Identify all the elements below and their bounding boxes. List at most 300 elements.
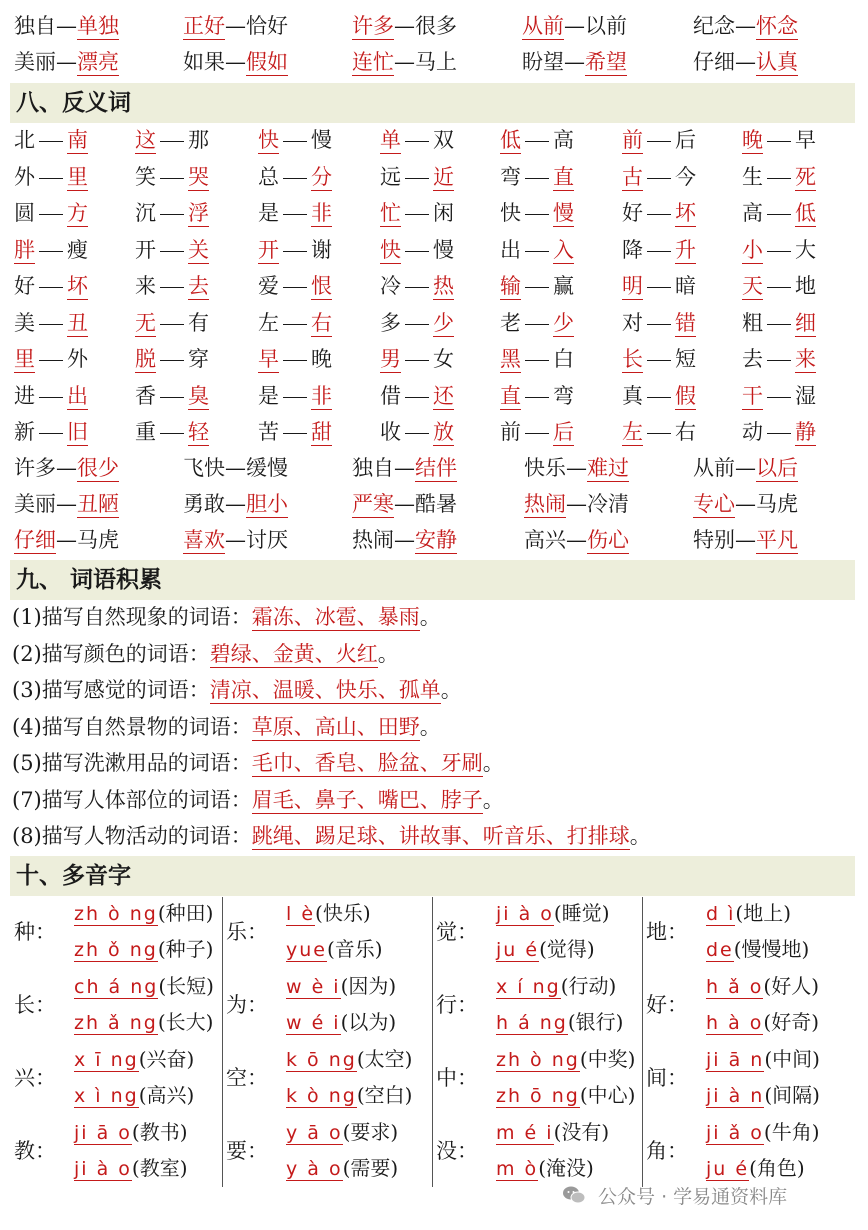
word-antonym-pair [14, 522, 119, 559]
pinyin: ji ā n [706, 1049, 765, 1071]
antonym-pair [380, 305, 454, 342]
char-a: 是 [258, 201, 279, 225]
char-b: 少 [553, 310, 574, 335]
antonym-pair [135, 305, 209, 342]
char-b: 甜 [311, 420, 332, 444]
pair-dash [525, 397, 549, 398]
section-9-heading [10, 560, 855, 600]
example-word: (慢慢地) [733, 937, 810, 961]
char-b: 地 [795, 274, 816, 298]
pair-dash: — [564, 50, 585, 74]
word-b: 马虎 [756, 492, 798, 516]
antonym-pair [135, 232, 209, 269]
pair-dash [647, 360, 671, 361]
pair-dash [160, 141, 184, 142]
synonym-pair [522, 44, 627, 80]
polyphone-reading [706, 895, 791, 931]
example-word: (睡觉) [553, 901, 610, 925]
example-word: (音乐) [326, 937, 383, 961]
pair-dash [283, 141, 307, 142]
accumulation-prompt: (7)描写人体部位的词语： [12, 787, 252, 812]
char-b: 南 [67, 128, 88, 152]
pinyin: y à o [286, 1158, 343, 1180]
pair-dash [160, 287, 184, 288]
accumulation-answer: 碧绿、金黄、火红 [209, 641, 378, 666]
pinyin: x í ng [496, 976, 561, 998]
word-b: 伤心 [587, 528, 629, 552]
char-a: 出 [500, 237, 521, 262]
antonym-pair [380, 232, 454, 269]
column-divider [432, 897, 433, 1187]
antonym-pair [14, 195, 88, 232]
char-a: 开 [258, 237, 279, 262]
char-a: 高 [742, 201, 763, 225]
antonym-row [0, 122, 868, 159]
accumulation-end: 。 [377, 641, 399, 666]
pair-dash [525, 287, 549, 288]
word-antonym-pair [693, 450, 798, 487]
antonym-pair [14, 378, 88, 415]
pair-dash [525, 360, 549, 361]
char-b: 非 [311, 383, 332, 408]
char-a: 借 [380, 383, 401, 408]
word-a: 喜欢 [183, 528, 225, 552]
antonym-pair [14, 414, 88, 451]
word-b: 酷暑 [415, 492, 457, 516]
char-a: 动 [742, 420, 763, 444]
watermark [562, 1182, 787, 1210]
char-a: 远 [380, 164, 401, 189]
polyphone-char: 乐： [226, 920, 268, 944]
pair-dash [767, 324, 791, 325]
example-word: (没有) [553, 1120, 610, 1144]
word-a: 许多 [352, 14, 394, 38]
pair-dash [39, 433, 63, 434]
char-b: 少 [433, 310, 454, 335]
char-b: 来 [795, 347, 816, 371]
synonym-pair [352, 44, 457, 80]
example-word: (快乐) [315, 901, 371, 925]
polyphone-char: 行： [436, 993, 478, 1017]
char-b: 慢 [433, 237, 454, 262]
pair-dash: — [225, 456, 246, 480]
pair-dash: — [56, 14, 77, 38]
accumulation-prompt: (1)描写自然现象的词语： [12, 605, 252, 629]
pinyin: x ī ng [74, 1049, 139, 1071]
pair-dash [525, 324, 549, 325]
pinyin: ji ā o [74, 1122, 132, 1144]
char-a: 收 [380, 420, 401, 444]
accumulation-line [12, 818, 651, 855]
pair-dash [525, 251, 549, 252]
pair-dash [160, 251, 184, 252]
antonym-pair [135, 159, 209, 196]
char-b: 白 [553, 347, 574, 371]
char-a: 脱 [135, 347, 156, 371]
word-a: 美丽 [14, 50, 56, 74]
pinyin: w é i [286, 1012, 341, 1034]
word-antonym-pair [693, 486, 798, 523]
pair-dash [767, 214, 791, 215]
pair-dash [767, 251, 791, 252]
word-b: 以前 [585, 14, 627, 38]
char-a: 生 [742, 164, 763, 189]
pair-dash [39, 287, 63, 288]
char-a: 沉 [135, 201, 156, 225]
polyphone-reading [706, 968, 819, 1004]
antonym-pair [500, 268, 574, 305]
pinyin: h ǎ o [706, 976, 764, 998]
accumulation-end: 。 [482, 751, 504, 775]
word-antonym-pair [352, 486, 457, 523]
pair-dash [160, 360, 184, 361]
word-antonym-pair [183, 486, 288, 523]
pair-dash [160, 214, 184, 215]
word-a: 许多 [14, 456, 56, 480]
pair-dash [767, 433, 791, 434]
pair-dash [283, 178, 307, 179]
pair-dash [525, 141, 549, 142]
word-a: 从前 [522, 14, 564, 38]
pair-dash: — [394, 456, 415, 480]
antonym-pair [135, 122, 209, 159]
word-a: 从前 [693, 456, 735, 480]
pair-dash [767, 178, 791, 179]
char-a: 左 [258, 310, 279, 335]
char-a: 长 [622, 347, 643, 371]
polyphone-char: 中： [436, 1066, 478, 1090]
pinyin: k ò ng [286, 1085, 357, 1107]
polyphone-reading [496, 895, 610, 931]
char-a: 胖 [14, 237, 35, 262]
accumulation-prompt: (2)描写颜色的词语： [12, 641, 210, 666]
polyphone-char: 要： [226, 1139, 268, 1163]
antonym-pair [135, 378, 209, 415]
antonym-row [0, 414, 868, 451]
pair-dash [525, 433, 549, 434]
antonym-row [0, 268, 868, 305]
wechat-icon [562, 1185, 586, 1210]
polyphone-column [432, 895, 642, 1190]
antonym-pair [742, 378, 816, 415]
antonym-row [0, 341, 868, 378]
pair-dash: — [56, 50, 77, 74]
word-a: 如果 [183, 50, 225, 74]
example-word: (角色) [749, 1156, 805, 1180]
example-word: (兴奋) [138, 1047, 195, 1071]
word-b: 难过 [587, 456, 629, 480]
word-b: 安静 [415, 528, 457, 552]
word-a: 飞快 [183, 456, 225, 480]
polyphone-reading [286, 931, 383, 967]
word-antonym-pair [14, 486, 119, 523]
word-a: 严寒 [352, 492, 394, 516]
antonym-pair [622, 232, 696, 269]
pair-dash [160, 324, 184, 325]
pair-dash: — [566, 528, 587, 552]
word-b: 很少 [77, 456, 119, 480]
word-b: 很多 [415, 14, 457, 38]
word-a: 美丽 [14, 492, 56, 516]
char-b: 出 [67, 383, 88, 408]
pair-dash [160, 433, 184, 434]
pair-dash [647, 324, 671, 325]
pinyin: zh ò ng [496, 1049, 580, 1071]
pinyin: m é i [496, 1122, 554, 1144]
char-b: 有 [188, 310, 209, 335]
example-word: (太空) [356, 1047, 413, 1071]
antonym-pair [14, 341, 88, 378]
char-a: 这 [135, 128, 156, 152]
char-a: 笑 [135, 164, 156, 189]
word-a: 热闹 [524, 492, 566, 516]
word-antonym-pair [14, 450, 119, 487]
antonym-pair [622, 268, 696, 305]
antonym-pair [380, 122, 454, 159]
section-10-title: 十、多音字 [16, 863, 131, 889]
antonym-pair [622, 378, 696, 415]
char-a: 黑 [500, 347, 521, 371]
section-10-heading [10, 856, 855, 896]
pair-dash [39, 178, 63, 179]
example-word: (好奇) [763, 1010, 819, 1034]
word-a: 特别 [693, 528, 735, 552]
char-a: 老 [500, 310, 521, 335]
char-b: 方 [67, 201, 88, 225]
accumulation-prompt: (4)描写自然景物的词语： [12, 714, 252, 739]
word-a: 盼望 [522, 50, 564, 74]
pair-dash: — [564, 14, 585, 38]
char-a: 小 [742, 237, 763, 262]
pair-dash: — [394, 14, 415, 38]
char-b: 坏 [675, 201, 696, 225]
char-b: 弯 [553, 383, 574, 408]
char-b: 臭 [188, 383, 209, 408]
char-b: 旧 [67, 420, 88, 444]
pair-dash: — [225, 492, 246, 516]
char-a: 快 [380, 237, 401, 262]
antonym-pair [742, 305, 816, 342]
pinyin: ji à o [74, 1158, 132, 1180]
polyphone-reading [286, 1077, 412, 1113]
word-b: 平凡 [756, 528, 798, 552]
antonym-pair [500, 378, 574, 415]
char-b: 低 [795, 201, 816, 225]
word-b: 单独 [77, 14, 119, 38]
char-b: 静 [795, 420, 816, 444]
pair-dash [405, 214, 429, 215]
polyphone-char: 角： [646, 1139, 688, 1163]
example-word: (需要) [342, 1156, 399, 1180]
char-b: 直 [553, 164, 574, 189]
char-b: 错 [675, 310, 696, 335]
synonym-pair [14, 44, 119, 80]
char-b: 闲 [433, 201, 454, 225]
char-b: 谢 [311, 237, 332, 262]
synonym-row [0, 44, 868, 80]
pinyin: de [706, 939, 734, 961]
synonym-pair [522, 8, 627, 44]
pinyin: h á ng [496, 1012, 568, 1034]
word-b: 以后 [756, 456, 798, 480]
pinyin: zh ò ng [74, 903, 158, 925]
pair-dash: — [56, 456, 77, 480]
synonym-pair [183, 44, 288, 80]
accumulation-line [12, 672, 462, 709]
word-b: 漂亮 [77, 50, 119, 74]
pair-dash [405, 433, 429, 434]
accumulation-line [12, 782, 504, 819]
char-b: 后 [675, 128, 696, 152]
polyphone-reading [706, 1041, 820, 1077]
char-b: 湿 [795, 383, 816, 408]
antonym-pair [622, 305, 696, 342]
accumulation-end: 。 [482, 787, 504, 812]
word-a: 高兴 [524, 528, 566, 552]
antonym-pair [14, 305, 88, 342]
accumulation-prompt: (5)描写洗漱用品的词语： [12, 751, 252, 775]
polyphone-reading [74, 895, 213, 931]
accumulation-line [12, 636, 399, 673]
antonym-pair [742, 232, 816, 269]
antonym-pair [742, 159, 816, 196]
accumulation-end: 。 [419, 605, 441, 629]
pair-dash [283, 214, 307, 215]
char-b: 入 [553, 237, 574, 262]
antonym-pair [742, 122, 816, 159]
example-word: (长短) [158, 974, 214, 998]
example-word: (地上) [735, 901, 791, 925]
char-a: 单 [380, 128, 401, 152]
example-word: (好人) [763, 974, 819, 998]
char-b: 去 [188, 274, 209, 298]
pinyin: h à o [706, 1012, 764, 1034]
accumulation-answer: 眉毛、鼻子、嘴巴、脖子 [251, 787, 483, 812]
pair-dash: — [735, 14, 756, 38]
polyphone-reading [496, 1150, 594, 1186]
char-b: 假 [675, 383, 696, 408]
char-a: 前 [500, 420, 521, 444]
pair-dash: — [735, 50, 756, 74]
pair-dash [39, 214, 63, 215]
accumulation-prompt: (8)描写人物活动的词语： [12, 824, 252, 848]
polyphone-reading [286, 1041, 412, 1077]
polyphone-reading [286, 1004, 396, 1040]
example-word: (以为) [340, 1010, 397, 1034]
accumulation-line [12, 709, 441, 746]
char-a: 忙 [380, 201, 401, 225]
char-b: 那 [188, 128, 209, 152]
char-b: 外 [67, 347, 88, 371]
pinyin: ch á ng [74, 976, 159, 998]
polyphone-reading [496, 1114, 609, 1150]
char-b: 赢 [553, 274, 574, 298]
pair-dash [283, 433, 307, 434]
char-b: 近 [433, 164, 454, 189]
antonym-pair [258, 268, 332, 305]
pair-dash: — [394, 492, 415, 516]
antonym-pair [622, 414, 696, 451]
char-b: 今 [675, 164, 696, 189]
example-word: (淹没) [538, 1156, 594, 1180]
char-a: 输 [500, 274, 521, 298]
pair-dash [283, 251, 307, 252]
char-a: 香 [135, 383, 156, 408]
antonym-pair [14, 232, 88, 269]
pinyin: y ā o [286, 1122, 343, 1144]
pair-dash [39, 324, 63, 325]
word-antonym-pair [352, 450, 457, 487]
char-b: 关 [188, 237, 209, 262]
polyphone-reading [496, 1004, 623, 1040]
char-b: 女 [433, 347, 454, 371]
char-b: 早 [795, 128, 816, 152]
char-a: 降 [622, 237, 643, 262]
char-a: 新 [14, 420, 35, 444]
char-a: 去 [742, 347, 763, 371]
example-word: (觉得) [539, 937, 595, 961]
word-antonym-pair [693, 522, 798, 559]
pair-dash [647, 178, 671, 179]
polyphone-reading [74, 1114, 188, 1150]
antonym-pair [380, 268, 454, 305]
word-b: 恰好 [246, 14, 288, 38]
polyphone-char: 种： [14, 920, 56, 944]
pair-dash: — [56, 492, 77, 516]
example-word: (间隔) [764, 1083, 820, 1107]
char-a: 粗 [742, 310, 763, 335]
pair-dash: — [225, 528, 246, 552]
char-b: 瘦 [67, 237, 88, 262]
pinyin: ju é [706, 1158, 750, 1180]
antonym-pair [14, 122, 88, 159]
polyphone-table [10, 895, 855, 1190]
char-a: 来 [135, 274, 156, 298]
char-b: 右 [311, 310, 332, 335]
char-a: 男 [380, 347, 401, 371]
antonym-pair [742, 341, 816, 378]
antonym-pair [500, 305, 574, 342]
polyphone-reading [706, 1077, 820, 1113]
char-a: 直 [500, 383, 521, 408]
word-a: 专心 [693, 492, 735, 516]
antonym-pair [258, 232, 332, 269]
watermark-text: 公众号 · 学易通资料库 [598, 1186, 788, 1208]
synonym-pair [693, 8, 798, 44]
accumulation-end: 。 [440, 678, 462, 702]
pair-dash [283, 360, 307, 361]
example-word: (空白) [356, 1083, 413, 1107]
antonym-pair [500, 195, 574, 232]
pair-dash [767, 360, 791, 361]
example-word: (银行) [567, 1010, 624, 1034]
word-b: 丑陋 [77, 492, 119, 516]
antonym-pair [135, 268, 209, 305]
char-a: 重 [135, 420, 156, 444]
char-b: 暗 [675, 274, 696, 298]
polyphone-reading [286, 968, 396, 1004]
antonym-pair [380, 414, 454, 451]
pair-dash [767, 397, 791, 398]
example-word: (中心) [579, 1083, 636, 1107]
char-b: 双 [433, 128, 454, 152]
word-a: 勇敢 [183, 492, 225, 516]
example-word: (要求) [342, 1120, 399, 1144]
polyphone-reading [706, 1114, 820, 1150]
pair-dash [39, 141, 63, 142]
antonym-pair [258, 341, 332, 378]
antonym-pair [258, 305, 332, 342]
